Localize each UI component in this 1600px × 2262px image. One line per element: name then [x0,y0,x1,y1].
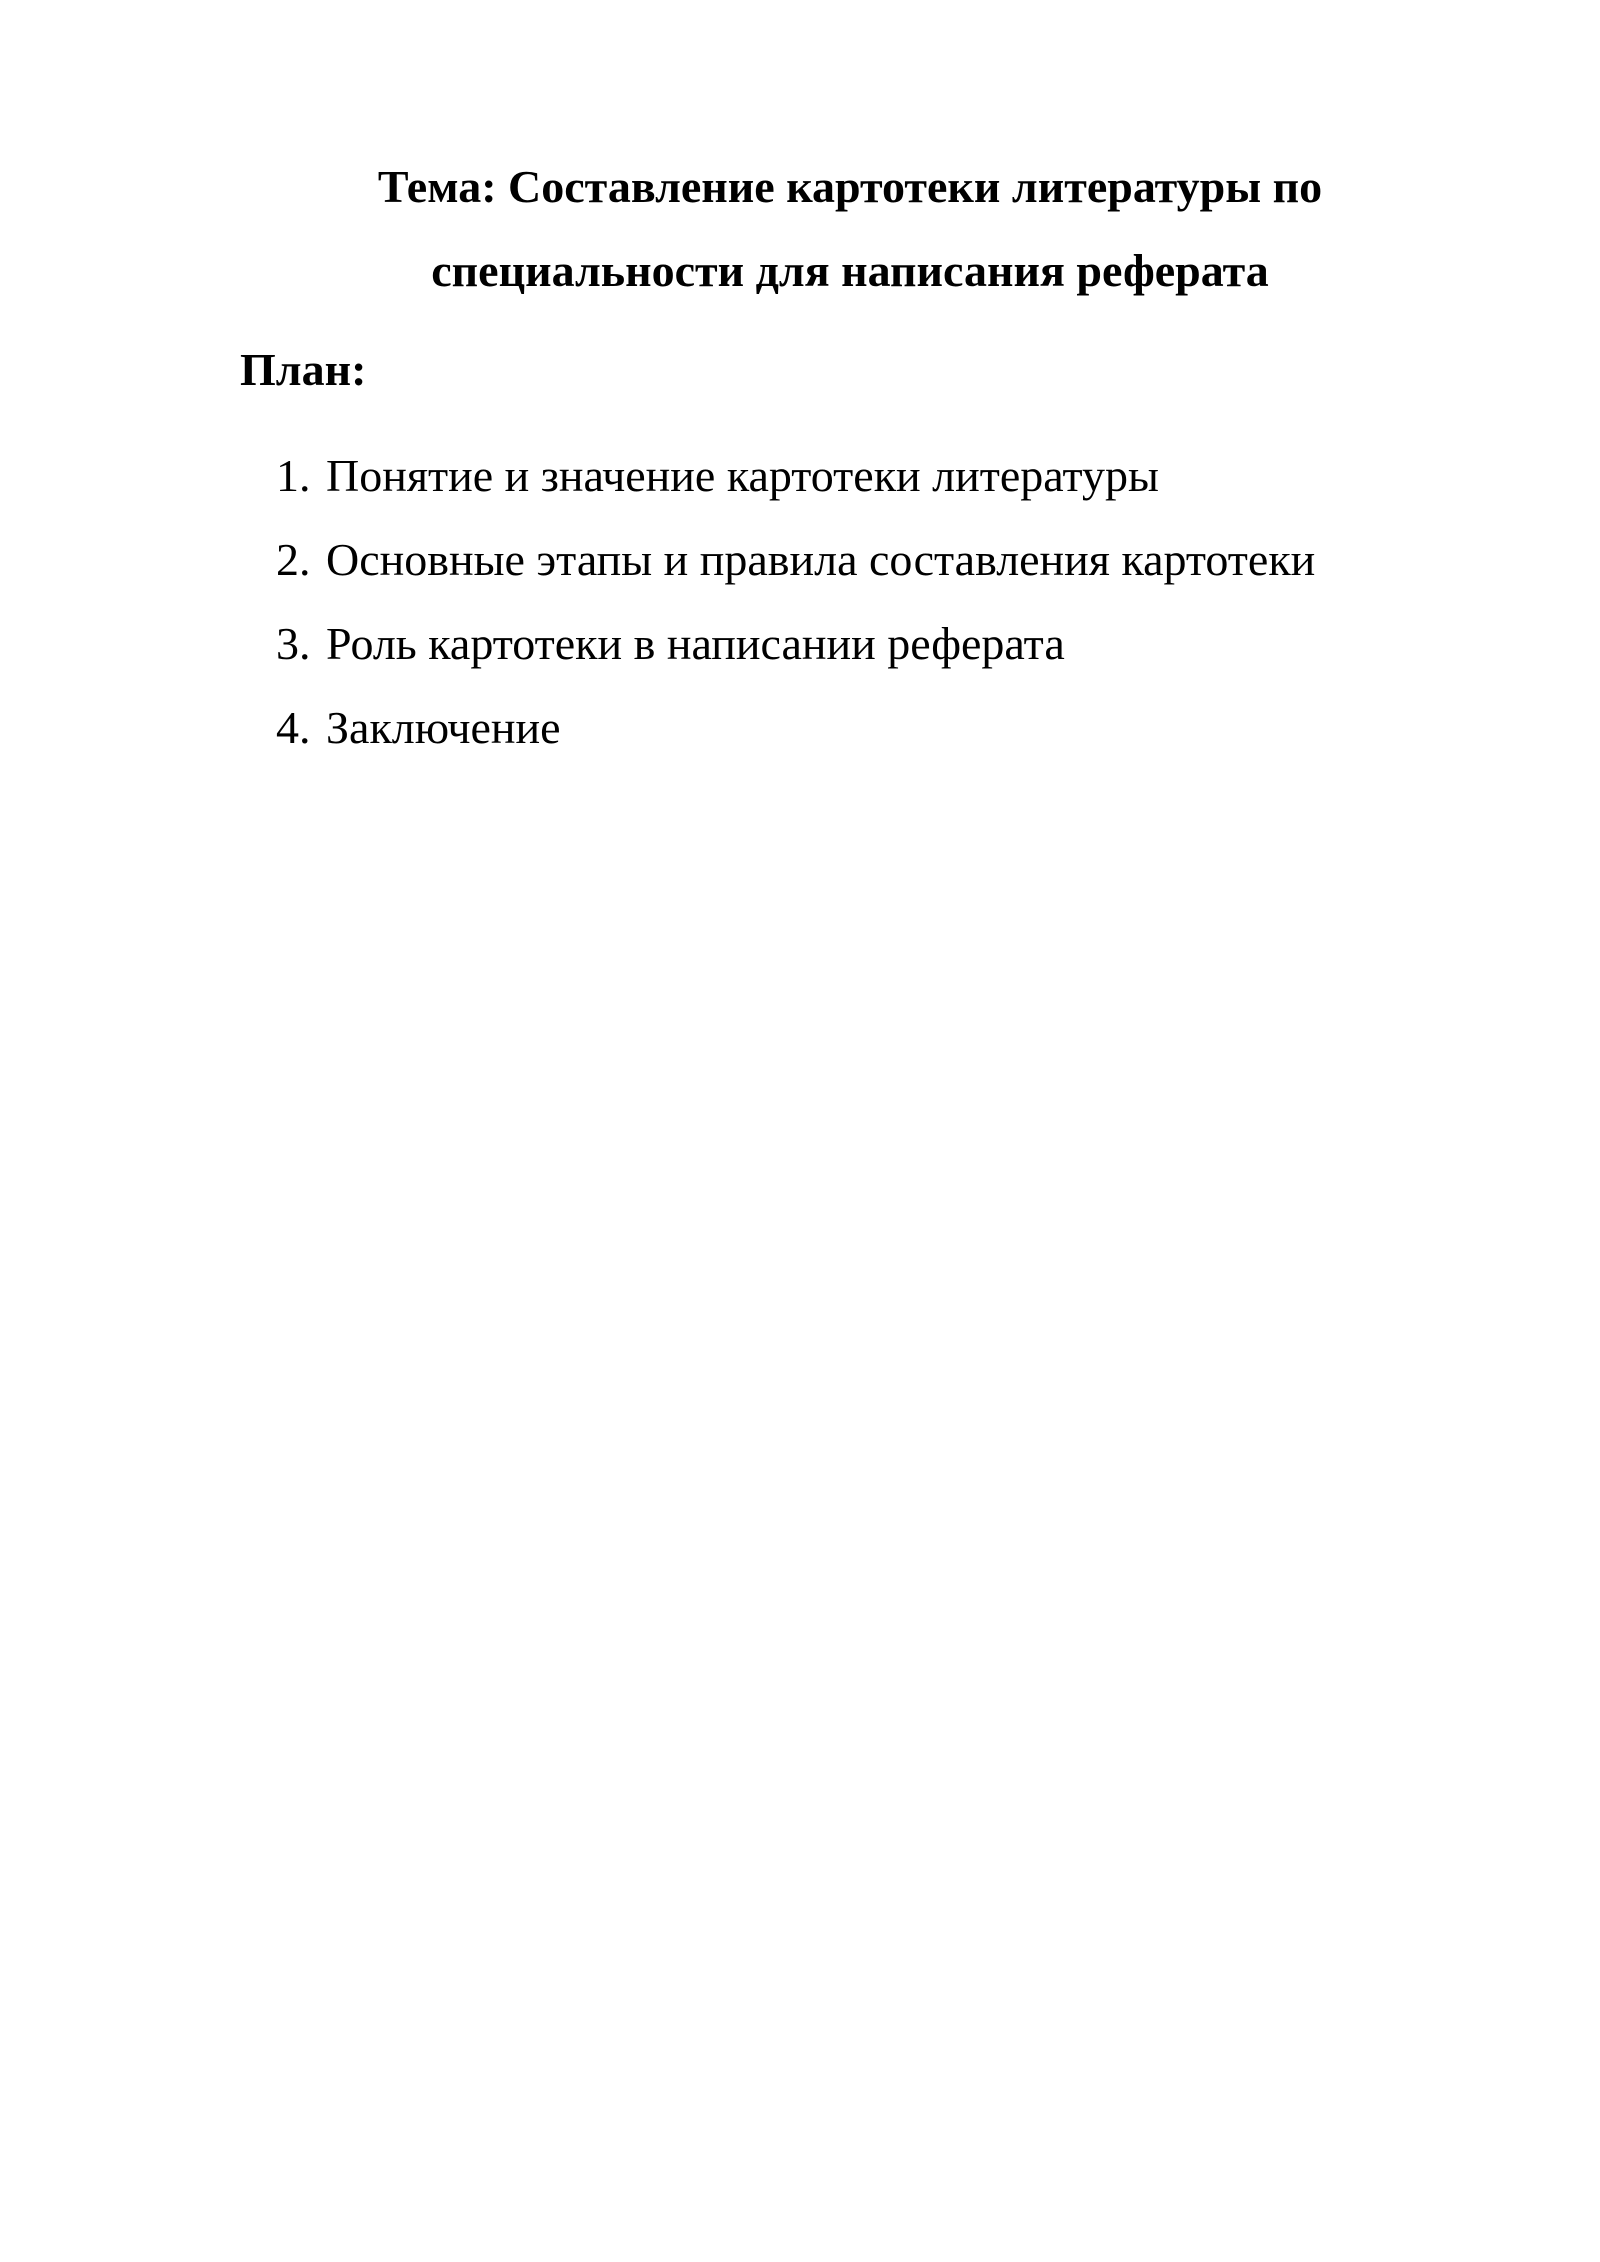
list-item-text: Роль картотеки в написании реферата [326,618,1065,669]
list-item-number: 3. [276,618,311,669]
title-line-2: специальности для написания реферата [431,245,1269,296]
list-item-text: Понятие и значение картотеки литературы [326,450,1159,501]
plan-heading: План: [240,344,367,395]
plan-list-item [276,614,1315,698]
plan-list-item [276,446,1315,530]
list-item-text: Заключение [326,702,561,753]
list-item-text: Основные этапы и правила составления картотеки [326,534,1316,585]
document-title [240,145,1460,313]
plan-list [276,446,1315,782]
list-item-number: 2. [276,534,311,585]
list-item-number: 4. [276,702,311,753]
plan-list-item [276,530,1315,614]
title-line-1: Тема: Составление картотеки литературы по [377,161,1323,212]
plan-list-item [276,698,1315,782]
list-item-number: 1. [276,450,311,501]
